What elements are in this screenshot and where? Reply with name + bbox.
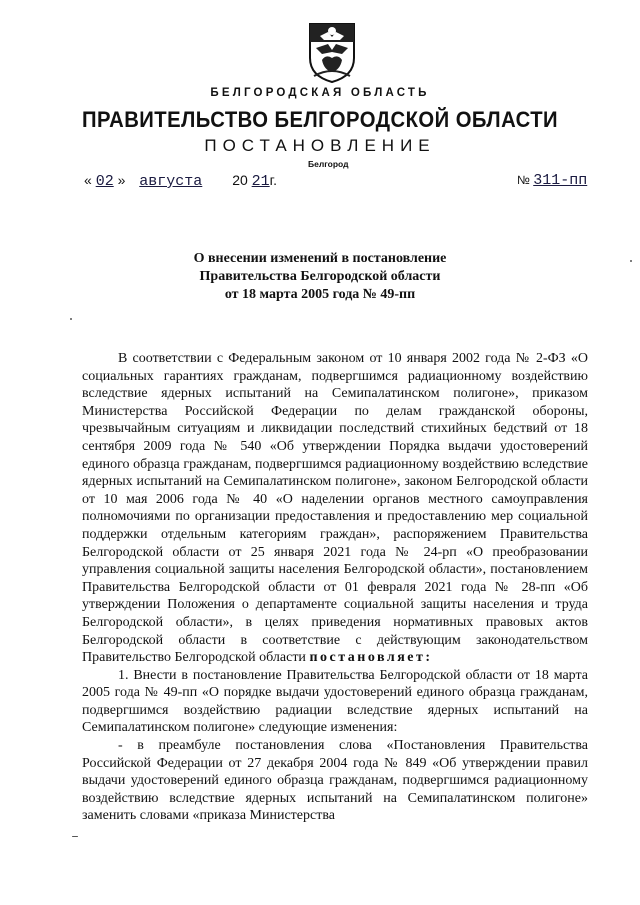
date-day: 02 — [95, 173, 114, 190]
city-name: Белгород — [308, 159, 349, 169]
scan-speck — [72, 836, 78, 837]
title-line-1: О внесении изменений в постановление — [193, 251, 447, 266]
number-label: № — [517, 173, 530, 187]
scan-speck — [70, 318, 72, 320]
government-name: ПРАВИТЕЛЬСТВО БЕЛГОРОДСКОЙ ОБЛАСТИ — [81, 107, 559, 132]
title-line-3: от 18 марта 2005 года № 49-пп — [224, 287, 416, 302]
document-number — [517, 172, 587, 189]
date-close-quote: » — [117, 172, 126, 188]
date-year-suffix: 21 — [251, 173, 270, 190]
region-name: БЕЛГОРОДСКАЯ ОБЛАСТЬ — [210, 87, 430, 99]
document-title — [0, 250, 640, 304]
belgorod-coat-of-arms-icon — [306, 20, 358, 84]
document-type: ПОСТАНОВЛЕНИЕ — [204, 136, 436, 155]
scan-speck — [630, 260, 632, 262]
document-date — [84, 172, 277, 190]
body-paragraph-item-1: 1. Внести в постановление Правительства Белгородской области от 18 марта 2005 года № 49-пп «О порядке выдачи удостоверений единого образца гражданам, подвергшимся воздействию радиации вследствие ядерных испытаний на Семипалатинском полигоне» следующие изменения: — [82, 667, 588, 736]
preamble-text: В соответствии с Федеральным законом от 10 января 2002 года № 2-ФЗ «О социальных гарантиях гражданам, подвергшимся радиационному воздействию вследствие ядерных испытаний на Семипалатинском полигоне», приказом Министерства Российской Федерации по делам гражданской обороны, чрезвычайным ситуациям и ликвидации последствий стихийных бедствий от 18 сентября 2009 года № 540 «Об утверждении Порядка выдачи удостоверений единого образца гражданам, подвергшимся радиационному воздействию вследствие ядерных испытаний на Семипалатинском полигоне», законом Белгородской области от 10 мая 2006 года № 40 «О наделении органов местного самоуправления полномочиями по организации предоставления и предоставлению мер социальной поддержки отдельным категориям граждан», распоряжением Правительства Белгородской области от 25 января 2021 года № 24-рп «О преобразовании управления социальной защиты населения Белгородской области», постановлением Правительства Белгородской области от 01 февраля 2021 года № 28-пп «Об утверждении Положения о департаменте социальной защиты населения и труда Белгородской области», в целях приведения нормативных правовых актов Белгородской области в соответствие с действующим законодательством Правительство Белгородской области — [82, 351, 588, 666]
resolves-word: постановляет: — [309, 650, 433, 666]
body-paragraph-preamble — [82, 350, 588, 667]
number-value: 311-пп — [533, 172, 588, 189]
date-year-label: г. — [269, 172, 277, 188]
date-open-quote: « — [84, 172, 92, 188]
document-body — [82, 350, 588, 825]
title-line-2: Правительства Белгородской области — [199, 269, 441, 284]
body-paragraph-item-1-bullet: - в преамбуле постановления слова «Постановления Правительства Российской Федерации от 27 декабря 2004 года № 849 «Об утверждении правил выдачи удостоверений единого образца гражданам, подвергшимся радиационному воздействию вследствие ядерных испытаний на Семипалатинском полигоне» заменить словами «приказа Министерства — [82, 738, 588, 824]
date-month: августа — [139, 173, 203, 190]
date-year-prefix: 20 — [232, 172, 248, 188]
